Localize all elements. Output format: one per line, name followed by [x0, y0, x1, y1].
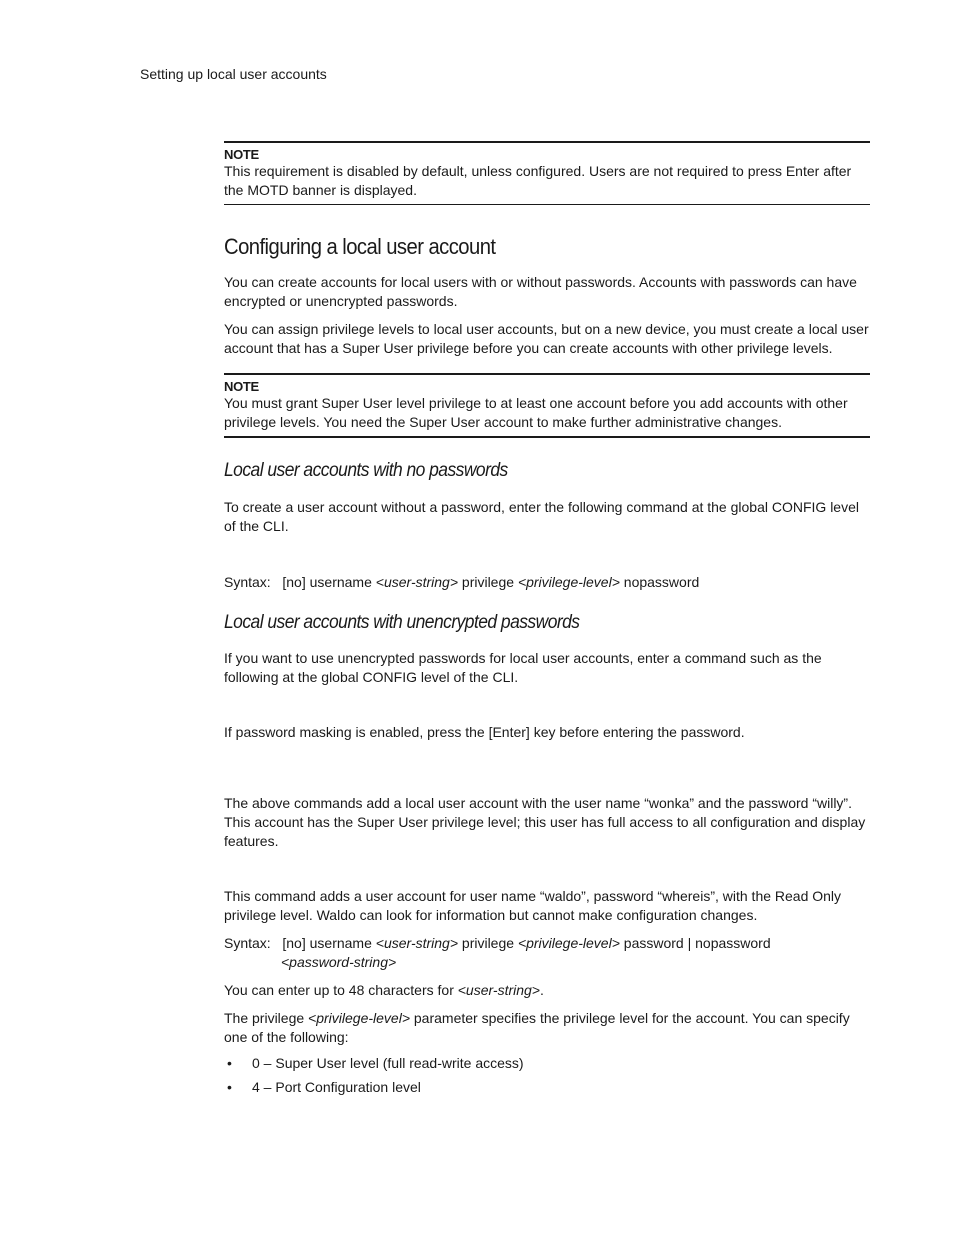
- syntax-optional: [no]: [282, 935, 306, 951]
- level-description: – Port Configuration level: [259, 1079, 421, 1095]
- text-run: .: [539, 982, 544, 998]
- syntax-variable: <privilege-level>: [517, 574, 620, 590]
- note-text: This requirement is disabled by default, unless configured. Users are not required to press Enter after the MOTD banner is displayed.: [224, 163, 852, 198]
- note-box: [224, 373, 870, 438]
- text-run: parameter specifies the privilege level for the account. You can specify one of the following:: [224, 1010, 850, 1045]
- syntax-variable: <privilege-level>: [517, 935, 620, 951]
- page-content: [224, 141, 870, 1097]
- syntax-keyword: username: [309, 574, 372, 590]
- syntax-keyword: password: [623, 935, 684, 951]
- syntax-variable: <user-string>: [375, 574, 459, 590]
- bullet-icon: •: [227, 1055, 232, 1071]
- privilege-list: [224, 1054, 870, 1097]
- intro-paragraph: You can create accounts for local users with or without passwords. Accounts with passwords can have encrypted or unencrypted passwords.: [224, 274, 857, 309]
- syntax-keyword: privilege: [461, 935, 515, 951]
- syntax-keyword: nopassword: [623, 574, 700, 590]
- syntax-variable: <user-string>: [375, 935, 459, 951]
- text-run: The: [224, 1010, 253, 1026]
- level-description: – Super User level (full read-write access): [259, 1055, 524, 1071]
- syntax-variable: <password-string>: [281, 954, 397, 970]
- intro-paragraph: You can assign privilege levels to local user accounts, but on a new device, you must create a local user account that has a Super User privilege before you can create accounts with other privilege levels.: [224, 321, 869, 356]
- syntax-variable: <privilege-level>: [308, 1010, 410, 1026]
- list-item: [224, 1078, 870, 1097]
- level-value: 4: [252, 1079, 260, 1095]
- syntax-variable: <user-string>: [457, 982, 540, 998]
- note-text: You must grant Super User level privilege to at least one account before you add accounts with other privilege levels. You need the Super User account to make further administrative changes.: [224, 395, 848, 430]
- section-title: Configuring a local user account: [224, 234, 496, 259]
- syntax-line: [224, 934, 870, 972]
- syntax-separator: |: [687, 935, 692, 951]
- body-paragraph: [224, 1009, 870, 1047]
- body-paragraph: To create a user account without a password, enter the following command at the global CONFIG level of the CLI.: [224, 499, 859, 534]
- note-label: NOTE: [224, 379, 259, 394]
- syntax-keyword: privilege: [252, 1010, 305, 1026]
- body-paragraph: The above commands add a local user account with the user name “wonka” and the password “willy”. This account has the Super User privilege level; this user has full access to all configuration and display features.: [224, 795, 866, 849]
- syntax-line: [224, 573, 870, 592]
- note-label: NOTE: [224, 147, 259, 162]
- syntax-optional: [no]: [282, 574, 306, 590]
- syntax-keyword: username: [309, 935, 372, 951]
- body-paragraph: If password masking is enabled, press the [Enter] key before entering the password.: [224, 724, 745, 740]
- level-value: 0: [252, 1055, 260, 1071]
- subsection-title: Local user accounts with no passwords: [224, 460, 508, 481]
- running-header: Setting up local user accounts: [140, 66, 327, 82]
- bullet-icon: •: [227, 1079, 232, 1095]
- body-paragraph: If you want to use unencrypted passwords for local user accounts, enter a command such as the following at the global CONFIG level of the CLI.: [224, 650, 822, 685]
- body-paragraph: [224, 981, 870, 1000]
- syntax-keyword: privilege: [461, 574, 515, 590]
- body-paragraph: This command adds a user account for user name “waldo”, password “whereis”, with the Read Only privilege level. Waldo can look for information but cannot make configuration changes.: [224, 888, 842, 923]
- syntax-label: Syntax:: [224, 574, 271, 590]
- subsection-title: Local user accounts with unencrypted passwords: [224, 612, 580, 633]
- note-box: [224, 141, 870, 205]
- syntax-label: Syntax:: [224, 935, 271, 951]
- syntax-keyword: nopassword: [695, 935, 771, 951]
- list-item: [224, 1054, 870, 1073]
- text-run: You can enter up to 48 characters for: [224, 982, 458, 998]
